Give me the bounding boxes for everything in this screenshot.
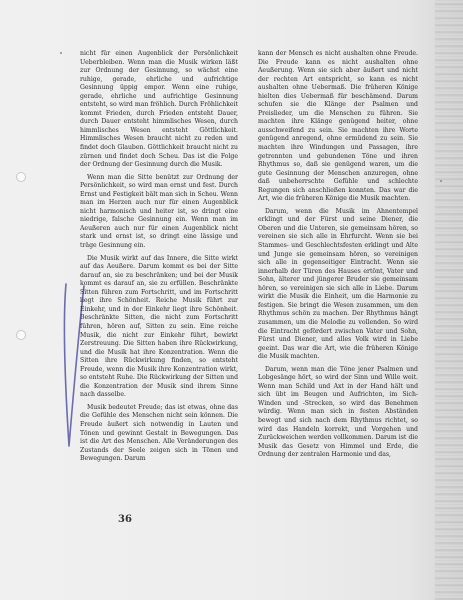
text-column-left	[80, 50, 238, 468]
punch-hole-middle	[16, 330, 26, 340]
page-number: 36	[118, 514, 132, 525]
paragraph: Wenn man die Sitte benützt zur Ordnung der Persönlichkeit, so wird man ernst und fest. Durch Ernst und Festigkeit bält man sich in Scheu. Wenn man im Herzen auch nur für einen Augenblick nicht harmonisch und heiter ist, so dringt eine niedrige, falsche Gesinnung ein. Wenn man im Aeußeren auch nur für einen Augenblick nicht stark und ernst ist, so dringt eine lässige und träge Gesinnung ein.	[80, 173, 238, 250]
scan-speck	[440, 180, 442, 182]
paragraph: Darum, wenn die Musik im Ahnentempel erklingt und der Fürst und seine Diener, die Oberen und die Unteren, sie gemeinsam hören, so vereinen sie sich alle in Ehrfurcht. Wenn sie bei Stammes- und Geschlechtsfesten erklingt und Alte und Junge sie gemeinsam hören, so vereinigen sich alle in gegenseitiger Eintracht. Wenn sie innerhalb der Türen des Hauses ertönt, Vater und Sohn, älterer und jüngerer Bruder sie gemeinsam hören, so vereinigen sie sich alle in Liebe. Darum wirkt die Musik die Einheit, um die Harmonie zu festigen. Sie bringt die Wesen zusammen, um den Rhythmus schön zu machen. Der Rhythmus hängt zusammen, um die Melodie zu vollenden. So wird die Eintracht gefördert zwischen Vater und Sohn, Fürst und Diener, und alles Volk wird in Liebe geeint. Das war die Art, wie die früheren Könige die Musik machten.	[258, 207, 418, 361]
scan-speck	[60, 52, 62, 54]
paragraph: nicht für einen Augenblick der Persönlichkeit Ueberbleiben. Wenn man die Musik wirken läßt zur Ordnung der Gesinnung, so wächst eine ruhige, gerade, ehrliche und aufrichtige Gesinnung üppig empor. Wenn eine ruhige, gerade, ehrliche und aufrichtige Gesinnung entsteht, so wird man fröhlich. Durch Fröhlichkeit kommt Frieden, durch Frieden entsteht Dauer, durch Dauer entsteht himmlisches Wesen, durch himmlisches Wesen entsteht Göttlichkeit. Himmlisches Wesen braucht nicht zu reden und findet doch Glauben. Göttlichkeit braucht nicht zu zürnen und findet doch Scheu. Das ist die Folge der Ordnung der Gesinnung durch die Musik.	[80, 50, 238, 169]
scan-edge-shadow	[435, 0, 463, 600]
paragraph: Musik bedeutet Freude; das ist etwas, ohne das die Gefühle des Menschen nicht sein können. Die Freude äußert sich notwendig in Lauten und Tönen und gewinnt Gestalt in Bewegungen. Das ist die Art des Menschen. Alle Veränderungen des Zustands der Seele zeigen sich in Tönen und Bewegungen. Darum	[80, 403, 238, 463]
punch-hole-top	[16, 172, 26, 182]
paragraph: kann der Mensch es nicht aushalten ohne Freude. Die Freude kann es nicht aushalten ohne Aeußerung. Wenn sie sich aber äußert und nicht der rechten Art entspricht, so kann es nicht aushalten ohne Uebermaß. Die früheren Könige hielten dies Uebermaß für beschämend. Darum schufen sie die Klänge der Psalmen und Preislieder, um die Menschen zu führen. Sie machten ihre Klänge genügend heiter, ohne ausschweifend zu sein. Sie machten ihre Worte genügend anregend, ohne ermüdend zu sein. Sie machten ihre Windungen und Passagen, ihre getrennten und gebundenen Töne und ihren Rhythmus so, daß sie genügend waren, um die gute Gesinnung der Menschen anzuregen, ohne daß unbeherrschte Gefühle und schlechte Regungen sich anschließen konnten. Das war die Art, wie die früheren Könige die Musik machten.	[258, 50, 418, 203]
paragraph: Darum, wenn man die Töne jener Psalmen und Lobgesänge hört, so wird der Sinn und Wille weit. Wenn man Schild und Axt in der Hand hält und sich übt im Beugen und Aufrichten, im Sich-Winden und -Strecken, so wird das Benehmen würdig. Wenn man sich in festen Abständen bewegt und sich nach dem Rhythmus richtet, so wird das Handeln korrekt, und Vorgehen und Zurückweichen werden vollkommen. Darum ist die Musik das Gesetz von Himmel und Erde, die Ordnung der zentralen Harmonie und das,	[258, 365, 418, 459]
paragraph: Die Musik wirkt auf das Innere, die Sitte wirkt auf das Aeußere. Darum kommt es bei der Sitte darauf an, sie zu beschränken; und bei der Musik kommt es darauf an, sie zu erfüllen. Beschränkte Sitten führen zum Fortschritt, und im Fortschritt liegt ihre Schönheit. Reiche Musik führt zur Einkehr, und in der Einkehr liegt ihre Schönheit. Beschränkte Sitten, die nicht zum Fortschritt führen, hören auf, Sitten zu sein. Eine reiche Musik, die nicht zur Einkehr führt, bewirkt Zerstreuung. Die Sitten haben ihre Rückwirkung, und die Musik hat ihre Konzentration. Wenn die Sitten ihre Rückwirkung finden, so entsteht Freude, wenn die Musik ihre Konzentration wirkt, so entsteht Ruhe. Die Rückwirkung der Sitten und die Konzentration der Musik sind ihrem Sinne nach dasselbe.	[80, 254, 238, 399]
text-column-right	[258, 50, 418, 464]
